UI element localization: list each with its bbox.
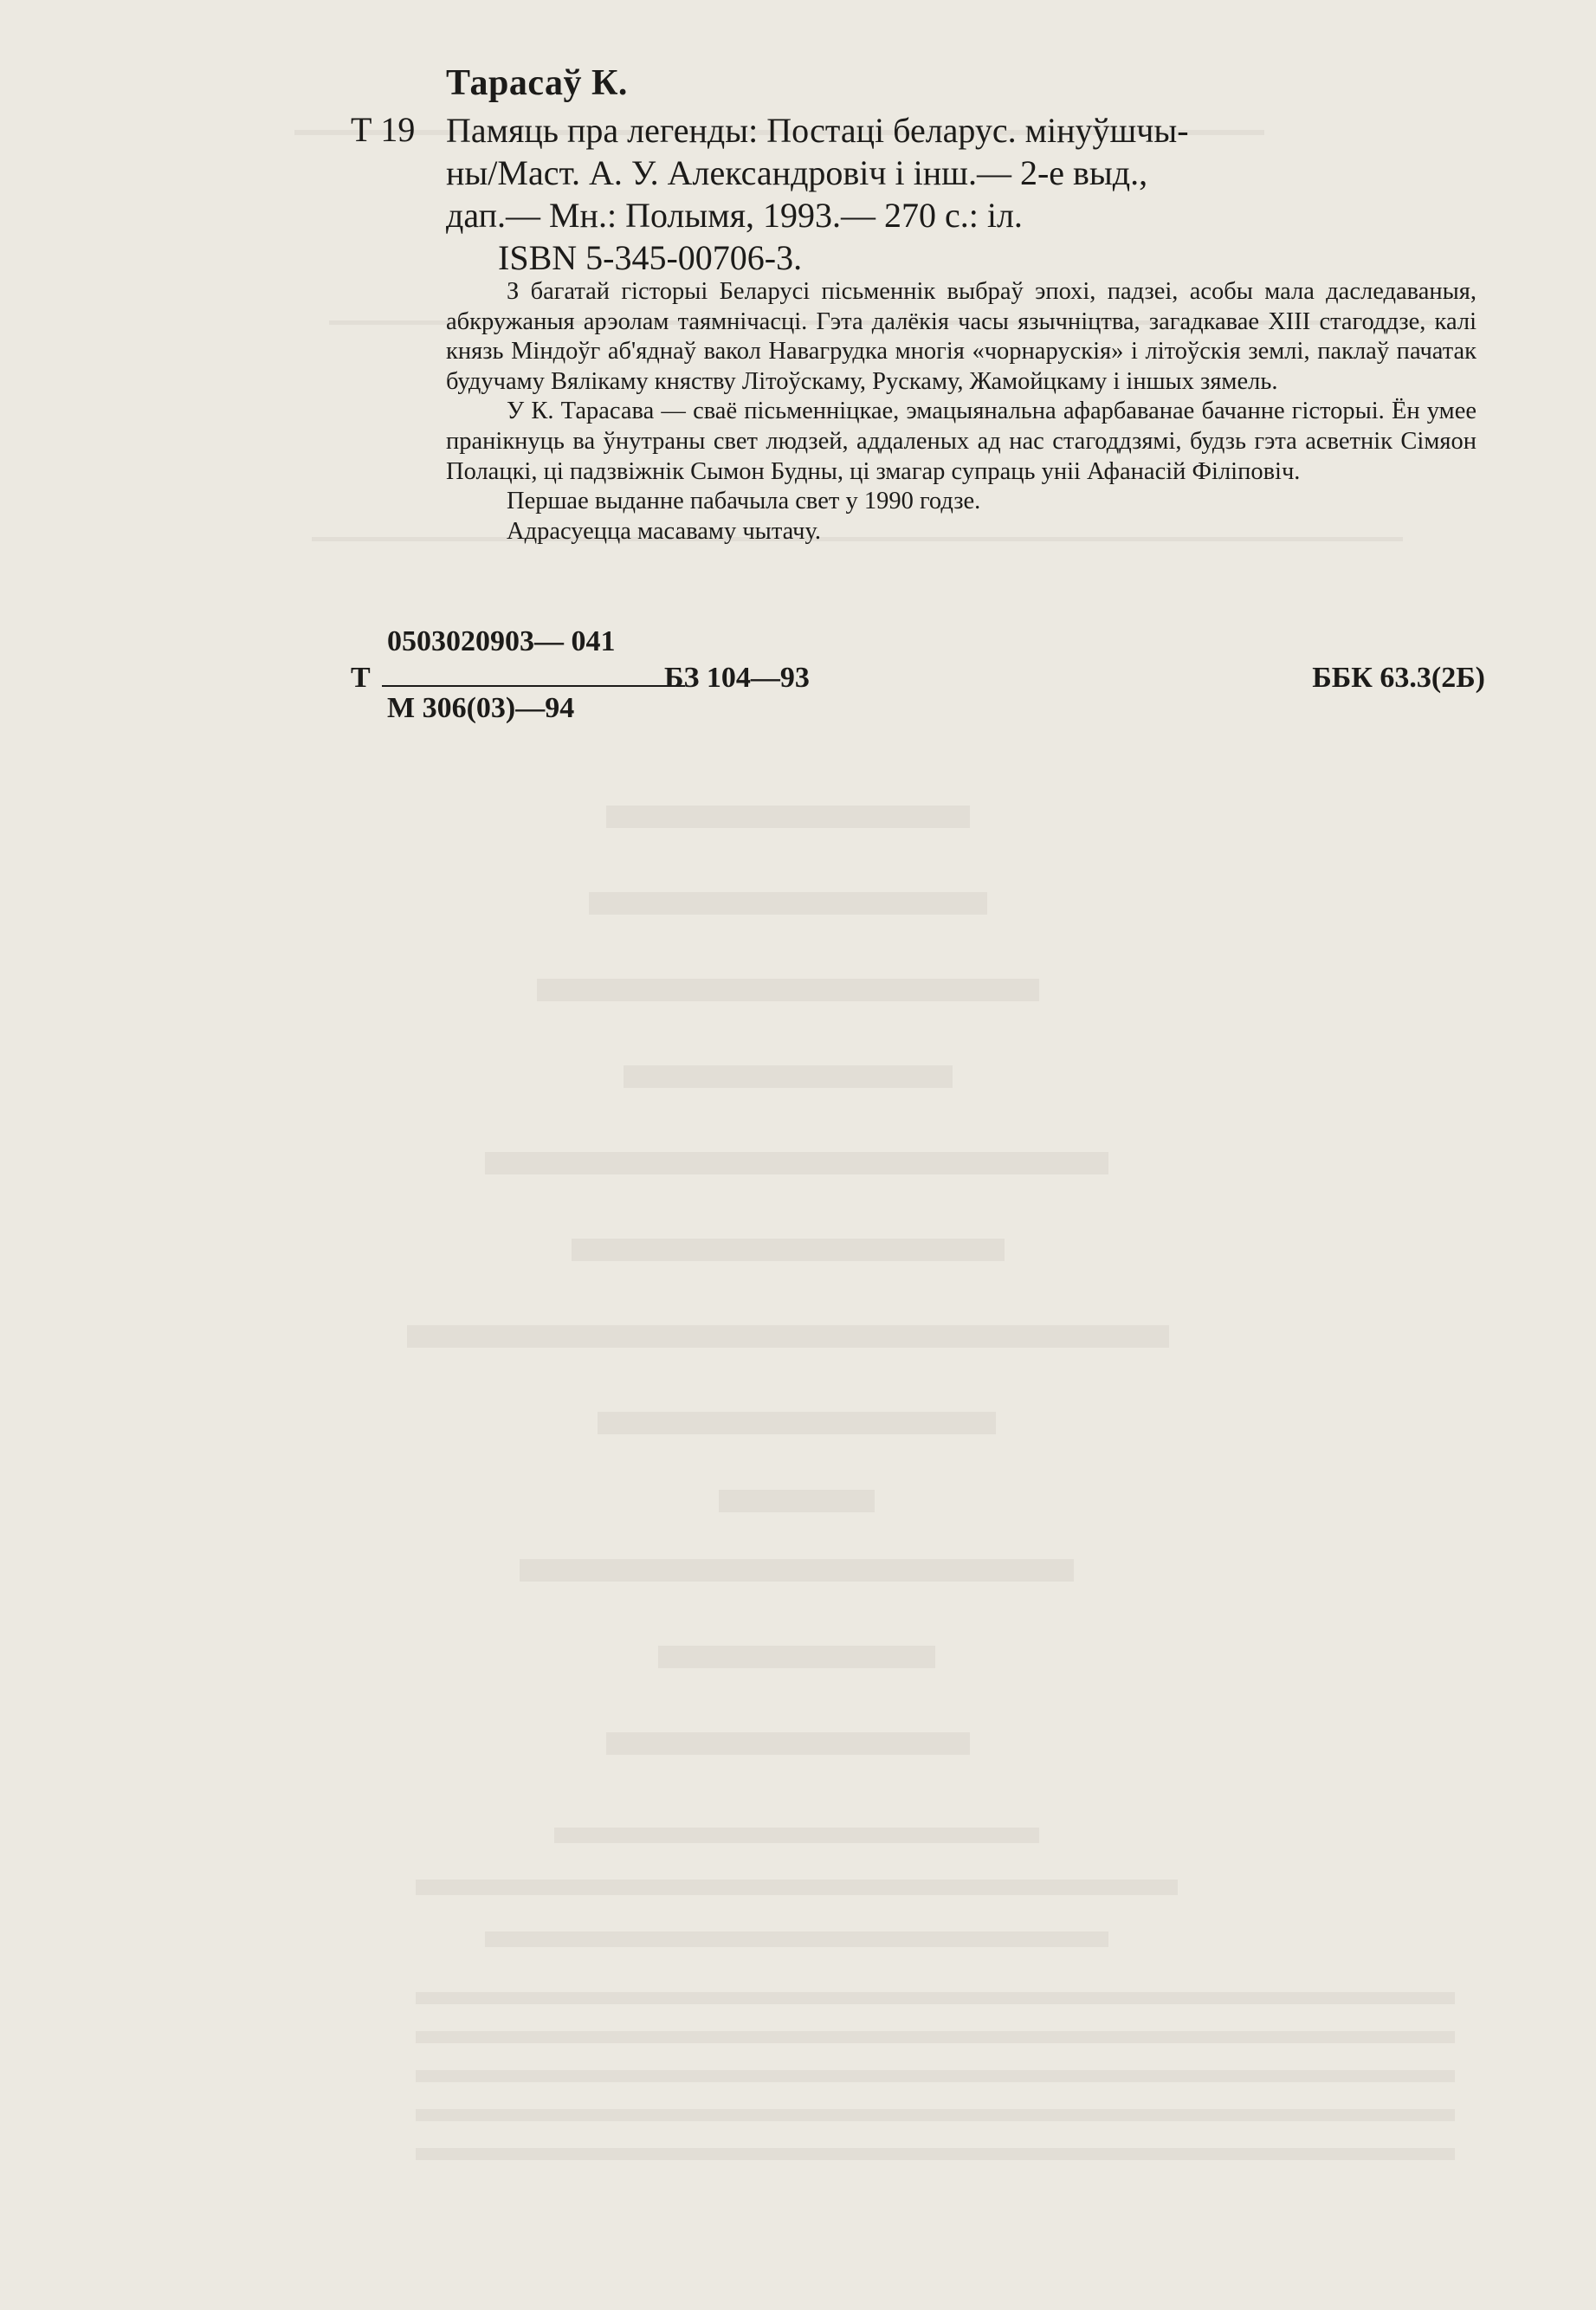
catalog-denominator: М 306(03)—94 bbox=[387, 692, 575, 724]
author-name: Тарасаў К. bbox=[446, 63, 628, 103]
catalog-letter: Т bbox=[351, 662, 371, 694]
classification-code: Т 19 bbox=[351, 110, 416, 149]
catalog-formula bbox=[351, 625, 1485, 729]
annotation bbox=[446, 277, 1476, 547]
annotation-paragraph: Адрасуецца масаваму чытачу. bbox=[507, 517, 821, 545]
bibliographic-description bbox=[446, 109, 1472, 236]
catalog-numerator: 0503020903— 041 bbox=[387, 625, 616, 657]
title-line: дап.— Мн.: Полымя, 1993.— 270 с.: іл. bbox=[446, 196, 1023, 235]
annotation-paragraph: З багатай гісторыі Беларусі пісьменнік выбраў эпохі, падзеі, асобы мала даследаваныя, абкружаныя арэолам таямнічасці. Гэта далёкія часы язычніцтва, загадкавае XIII стагоддзе, калі князь Міндоўг аб'яднаў вакол Навагрудка многія «чорнарускія» і літоўскія землі, паклаў пачатак будучаму Вялікаму княству Літоўскаму, Рускаму, Жамойцкаму і іншых зямель. bbox=[446, 278, 1476, 395]
isbn: ISBN 5-345-00706-3. bbox=[498, 238, 803, 277]
catalog-plan-number: БЗ 104—93 bbox=[664, 662, 810, 694]
annotation-paragraph: Першае выданне пабачыла свет у 1990 годзе. bbox=[507, 488, 981, 515]
annotation-paragraph: У К. Тарасава — сваё пісьменніцкае, эмацыянальна афарбаванае бачанне гісторыі. Ён умее пранікнуць ва ўнутраны свет людзей, аддаленых ад нас стагоддзямі, будзь гэта асветнік Сімяон Полацкі, ці падзвіжнік Сымон Будны, ці змагар супраць уніі Афанасій Філіповіч. bbox=[446, 398, 1476, 485]
catalog-fraction-line bbox=[382, 685, 685, 687]
title-line: Памяць пра легенды: Постаці беларус. мінуўшчы- bbox=[446, 111, 1189, 150]
title-line: ны/Маст. А. У. Александровіч і інш.— 2-е выд., bbox=[446, 153, 1148, 192]
bbk-index: ББК 63.3(2Б) bbox=[1312, 662, 1485, 694]
